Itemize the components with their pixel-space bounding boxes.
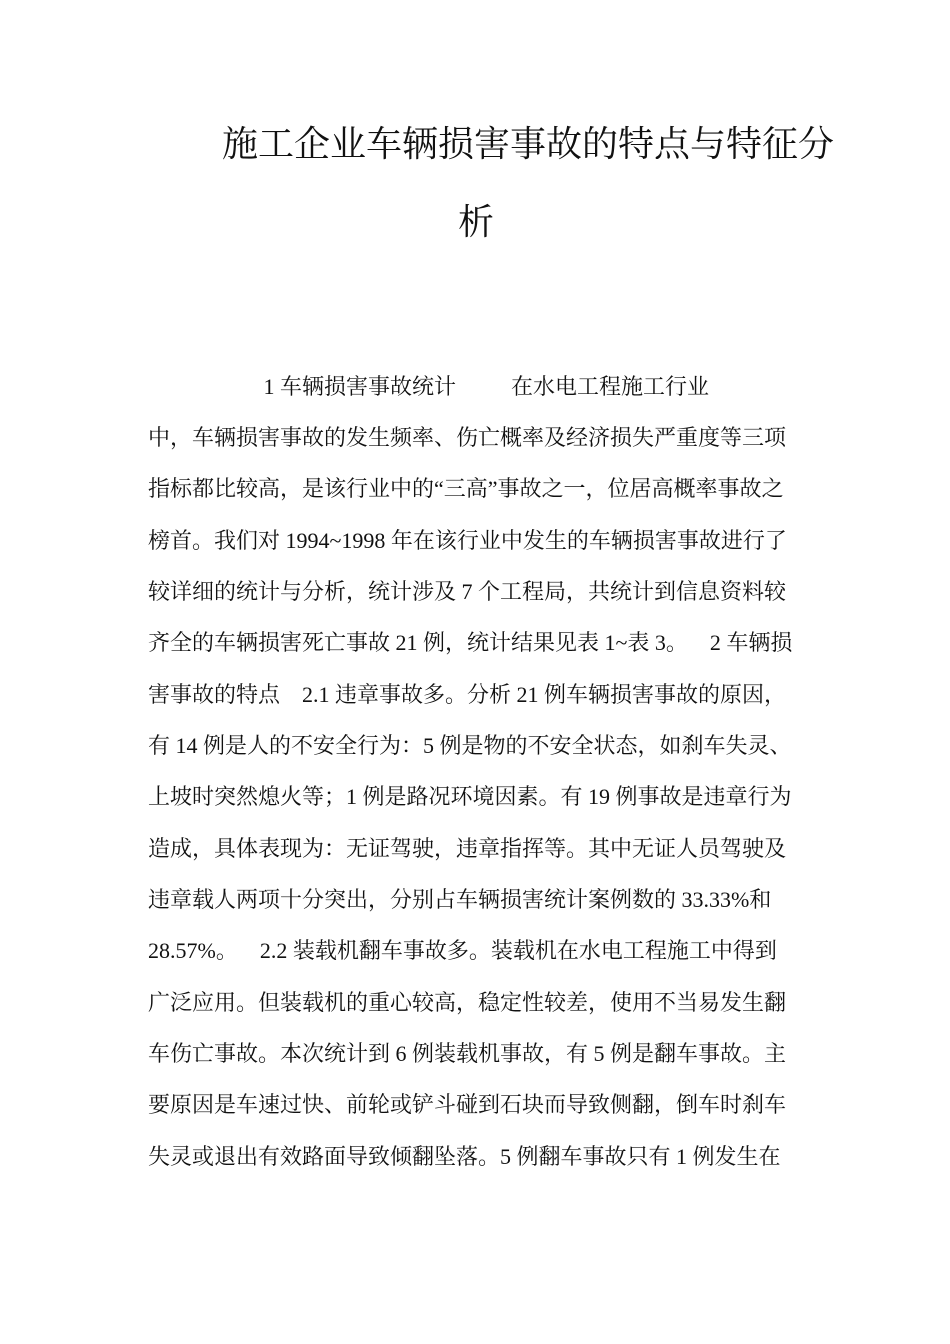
body-line: 要原因是车速过快、前轮或铲斗碰到石块而导致侧翻，倒车时刹车 <box>148 1092 787 1117</box>
body-line: 违章载人两项十分突出，分别占车辆损害统计案例数的 33.33%和 <box>148 887 772 912</box>
body-line: 广泛应用。但装载机的重心较高，稳定性较差，使用不当易发生翻 <box>148 990 787 1015</box>
body-line: 1 车辆损害事故统计 在水电工程施工行业 <box>148 374 710 399</box>
body-line: 造成，具体表现为：无证驾驶，违章指挥等。其中无证人员驾驶及 <box>148 836 787 861</box>
body-line: 有 14 例是人的不安全行为：5 例是物的不安全状态，如刹车失灵、 <box>148 733 792 758</box>
body-line: 较详细的统计与分析，统计涉及 7 个工程局，共统计到信息资料较 <box>148 579 787 604</box>
body-line: 上坡时突然熄火等；1 例是路况环境因素。有 19 例事故是违章行为 <box>148 784 792 809</box>
body-line: 中，车辆损害事故的发生频率、伤亡概率及经济损失严重度等三项 <box>148 425 787 450</box>
body-line: 害事故的特点 2.1 违章事故多。分析 21 例车辆损害事故的原因， <box>148 682 787 707</box>
document-title-line-2: 析 <box>458 202 495 242</box>
body-line: 齐全的车辆损害死亡事故 21 例，统计结果见表 1~表 3。 2 车辆损 <box>148 630 793 655</box>
body-line: 车伤亡事故。本次统计到 6 例装载机事故，有 5 例是翻车事故。主 <box>148 1041 787 1066</box>
document-title-line-1: 施工企业车辆损害事故的特点与特征分 <box>222 124 835 164</box>
body-line: 28.57%。 2.2 装载机翻车事故多。装载机在水电工程施工中得到 <box>148 938 777 963</box>
body-line: 指标都比较高，是该行业中的“三高”事故之一，位居高概率事故之 <box>148 476 784 501</box>
body-line: 榜首。我们对 1994~1998 年在该行业中发生的车辆损害事故进行了 <box>148 528 787 553</box>
body-line: 失灵或退出有效路面导致倾翻坠落。5 例翻车事故只有 1 例发生在 <box>148 1144 781 1169</box>
